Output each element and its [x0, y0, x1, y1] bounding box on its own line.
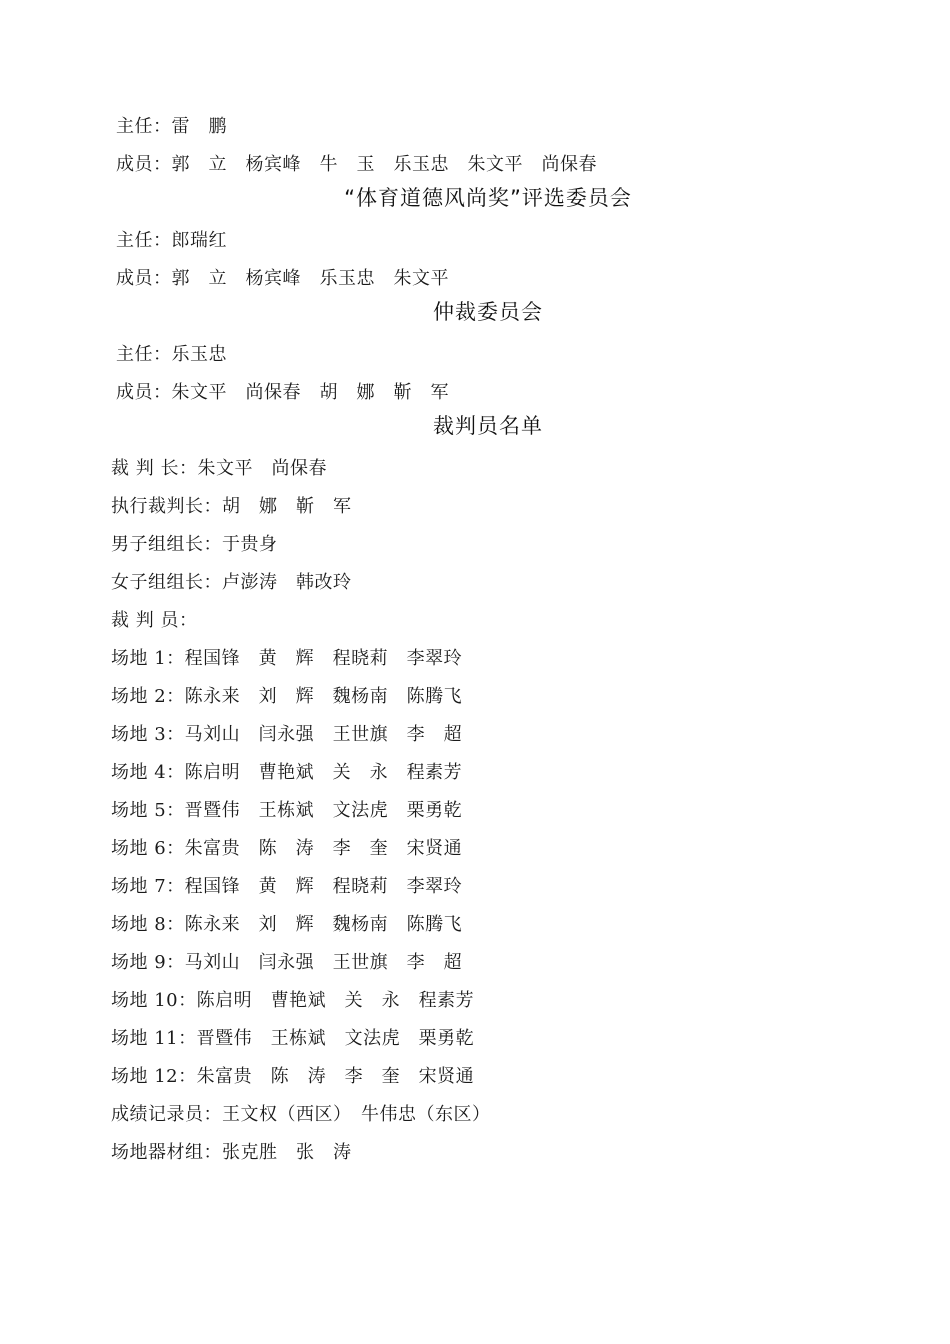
referee-list-title: 裁判员名单 — [433, 414, 543, 438]
venue-row: 场地 4：陈启明 曹艳斌 关 永 程素芳 — [111, 762, 463, 783]
venue-row: 场地 6：朱富贵 陈 涛 李 奎 宋贤通 — [111, 838, 463, 859]
venue-row: 场地 10：陈启明 曹艳斌 关 永 程素芳 — [111, 990, 475, 1011]
arbitration-director: 主任：乐玉忠 — [116, 344, 227, 365]
men-group-leader: 男子组组长：于贵身 — [111, 534, 278, 555]
sportsmanship-director: 主任：郎瑞红 — [116, 230, 227, 251]
arbitration-committee-title: 仲裁委员会 — [433, 300, 543, 324]
venue-row: 场地 12：朱富贵 陈 涛 李 奎 宋贤通 — [111, 1066, 475, 1087]
venue-row: 场地 11：晋暨伟 王栋斌 文法虎 栗勇乾 — [111, 1028, 475, 1049]
arbitration-members: 成员：朱文平 尚保春 胡 娜 靳 军 — [116, 382, 449, 403]
score-recorders: 成绩记录员：王文权（西区） 牛伟忠（东区） — [111, 1104, 491, 1125]
referees-label: 裁 判 员： — [111, 610, 198, 631]
top-members: 成员：郭 立 杨宾峰 牛 玉 乐玉忠 朱文平 尚保春 — [116, 154, 597, 175]
venue-row: 场地 9：马刘山 闫永强 王世旗 李 超 — [111, 952, 463, 973]
sportsmanship-members: 成员：郭 立 杨宾峰 乐玉忠 朱文平 — [116, 268, 449, 289]
venue-row: 场地 8：陈永来 刘 辉 魏杨南 陈腾飞 — [111, 914, 463, 935]
venue-row: 场地 3：马刘山 闫永强 王世旗 李 超 — [111, 724, 463, 745]
venue-row: 场地 7：程国锋 黄 辉 程晓莉 李翠玲 — [111, 876, 463, 897]
venue-row: 场地 1：程国锋 黄 辉 程晓莉 李翠玲 — [111, 648, 463, 669]
executive-chief-referee: 执行裁判长：胡 娜 靳 军 — [111, 496, 352, 517]
women-group-leader: 女子组组长：卢澎涛 韩改玲 — [111, 572, 352, 593]
venue-row: 场地 5：晋暨伟 王栋斌 文法虎 栗勇乾 — [111, 800, 463, 821]
top-director: 主任：雷 鹏 — [116, 116, 227, 137]
venue-row: 场地 2：陈永来 刘 辉 魏杨南 陈腾飞 — [111, 686, 463, 707]
equipment-group: 场地器材组：张克胜 张 涛 — [111, 1142, 352, 1163]
sportsmanship-award-committee-title: “体育道德风尚奖”评选委员会 — [344, 186, 632, 210]
chief-referee: 裁 判 长：朱文平 尚保春 — [111, 458, 327, 479]
